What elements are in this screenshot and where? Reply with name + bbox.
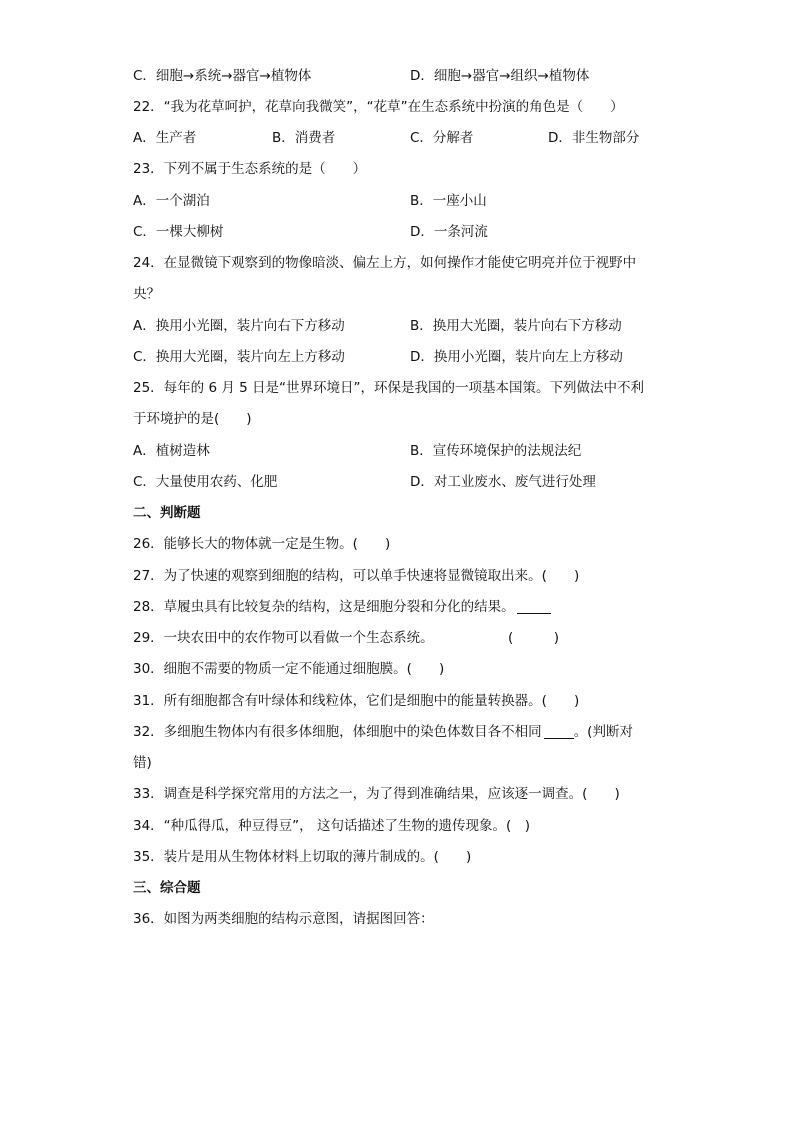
- q22-option-b: B．消费者: [272, 130, 336, 146]
- q23-stem: 23．下列不属于生态系统的是（ ）: [133, 161, 367, 177]
- judge-q35: 35．装片是用从生物体材料上切取的薄片制成的。( ): [133, 849, 472, 865]
- judge-q26: 26．能够长大的物体就一定是生物。( ): [133, 536, 391, 552]
- judge-q30: 30．细胞不需要的物质一定不能通过细胞膜。( ): [133, 661, 445, 677]
- judge-q31: 31．所有细胞都含有叶绿体和线粒体，它们是细胞中的能量转换器。( ): [133, 693, 580, 709]
- q23-option-a: A．一个湖泊: [133, 193, 210, 209]
- judge-q27: 27．为了快速的观察到细胞的结构，可以单手快速将显微镜取出来。( ): [133, 568, 580, 584]
- q25-option-c: C．大量使用农药、化肥: [133, 474, 278, 490]
- q24-option-d: D．换用小光圈，装片向左上方移动: [410, 349, 623, 365]
- q21-option-c: C．细胞→系统→器官→植物体: [133, 68, 312, 84]
- answer-blank[interactable]: [544, 724, 574, 739]
- q23-option-b: B．一座小山: [410, 193, 487, 209]
- q25-stem-line2: 于环境护的是( ): [133, 411, 252, 427]
- judge-q28: 28．草履虫具有比较复杂的结构，这是细胞分裂和分化的结果。: [133, 599, 515, 615]
- q25-stem-line1: 25．每年的 6 月 5 日是“世界环境日”，环保是我国的一项基本国策。下列做法中不利: [133, 380, 645, 396]
- q24-option-b: B．换用大光圈，装片向右下方移动: [410, 318, 622, 334]
- q24-stem-line2: 央？: [133, 286, 160, 302]
- q21-options-row: [133, 67, 311, 85]
- judge-q33: 33．调查是科学探究常用的方法之一，为了得到准确结果，应该逐一调查。( ): [133, 786, 620, 802]
- q24-option-a: A．换用小光圈，装片向右下方移动: [133, 318, 345, 334]
- q22-option-a: A．生产者: [133, 130, 197, 146]
- judge-q32-line2: 错): [133, 755, 152, 771]
- judge-q34: 34．“种瓜得瓜，种豆得豆”， 这句话描述了生物的遗传现象。( ): [133, 818, 530, 834]
- judge-q29-paren: ( ): [508, 630, 560, 646]
- q25-option-d: D．对工业废水、废气进行处理: [410, 474, 596, 490]
- q23-option-c: C．一棵大柳树: [133, 224, 224, 240]
- judge-q32-row: [133, 723, 633, 741]
- q25-option-b: B．宣传环境保护的法规法纪: [410, 443, 582, 459]
- judge-q32-after: 。(判断对: [573, 724, 633, 740]
- q36-stem: 36．如图为两类细胞的结构示意图，请据图回答：: [133, 911, 434, 927]
- q22-option-d: D．非生物部分: [548, 130, 640, 146]
- q21-option-d: D．细胞→器官→组织→植物体: [410, 68, 590, 84]
- answer-blank[interactable]: [517, 599, 551, 614]
- q24-option-c: C．换用大光圈，装片向左上方移动: [133, 349, 345, 365]
- q23-option-d: D．一条河流: [410, 224, 488, 240]
- section-3-title: 三、综合题: [133, 880, 201, 896]
- q24-stem-line1: 24．在显微镜下观察到的物像暗淡、偏左上方，如何操作才能使它明亮并位于视野中: [133, 255, 637, 271]
- judge-q29: 29．一块农田中的农作物可以看做一个生态系统。: [133, 630, 434, 646]
- judge-q28-row: [133, 598, 551, 616]
- q25-option-a: A．植树造林: [133, 443, 210, 459]
- judge-q32-before: 32．多细胞生物体内有很多体细胞，体细胞中的染色体数目各不相同: [133, 724, 542, 740]
- q21-option-d-wrap: [410, 67, 589, 85]
- q22-stem: 22．“我为花草呵护，花草向我微笑”，“花草”在生态系统中扮演的角色是（ ）: [133, 99, 624, 115]
- section-2-title: 二、判断题: [133, 505, 201, 521]
- q22-option-c: C．分解者: [410, 130, 474, 146]
